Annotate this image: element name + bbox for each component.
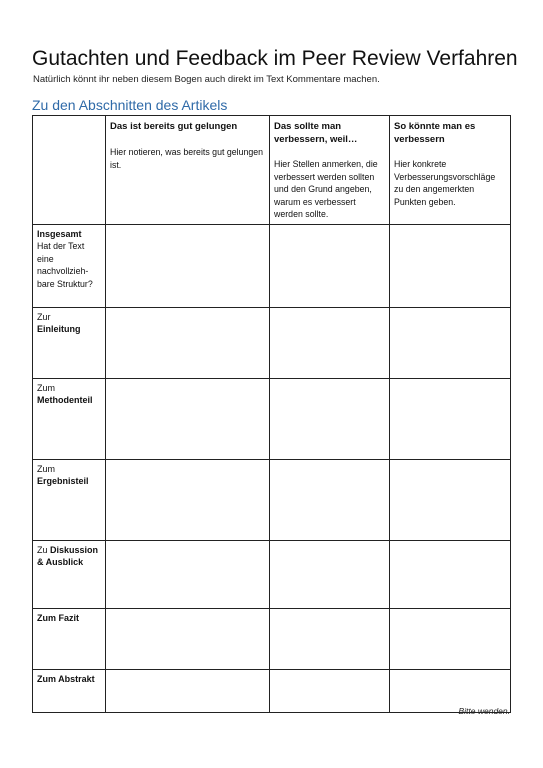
feedback-cell-suggest[interactable] — [390, 378, 511, 459]
row-label: Zum Fazit — [37, 612, 79, 623]
row-description: Hat der Text eine nachvollzieh-bare Struktur? — [37, 241, 93, 289]
table-row — [33, 608, 511, 669]
feedback-cell-suggest[interactable] — [390, 224, 511, 307]
table-row — [33, 224, 511, 307]
feedback-cell-improve[interactable] — [270, 307, 390, 378]
feedback-cell-good[interactable] — [106, 459, 270, 540]
header-corner-cell — [33, 116, 106, 225]
row-label: Diskussion & Ausblick — [37, 544, 99, 567]
feedback-cell-good[interactable] — [106, 307, 270, 378]
feedback-cell-good[interactable] — [106, 540, 270, 608]
header-cell-improve — [270, 116, 390, 225]
row-label-cell — [33, 669, 106, 712]
feedback-table — [32, 115, 511, 713]
row-label-cell — [33, 459, 106, 540]
table-row — [33, 378, 511, 459]
column-note: Hier konkrete Verbesserungsvorschläge zu den angemerkten Punkten geben. — [394, 159, 496, 207]
row-label: Einleitung — [37, 324, 81, 334]
row-label: Ergebnisteil — [37, 476, 89, 486]
row-label-cell — [33, 224, 106, 307]
row-label: Insgesamt — [37, 228, 82, 239]
page-title: Gutachten und Feedback im Peer Review Verfahren — [32, 47, 518, 70]
header-cell-suggest — [390, 116, 511, 225]
page-footer-note: Bitte wenden. — [458, 706, 510, 716]
row-label-cell — [33, 540, 106, 608]
table-row — [33, 459, 511, 540]
feedback-cell-good[interactable] — [106, 378, 270, 459]
row-prefix: Zu — [37, 544, 48, 555]
column-title: Das ist bereits gut gelungen — [110, 121, 238, 132]
column-note: Hier Stellen anmerken, die verbessert werden sollten und den Grund angeben, warum es verbessert werden sollte. — [274, 159, 378, 219]
table-row — [33, 669, 511, 712]
row-label-cell — [33, 307, 106, 378]
feedback-cell-good[interactable] — [106, 224, 270, 307]
row-label-cell — [33, 608, 106, 669]
table-row — [33, 307, 511, 378]
feedback-cell-suggest[interactable] — [390, 608, 511, 669]
row-label-cell — [33, 378, 106, 459]
column-title: So könnte man es verbessern — [394, 121, 476, 145]
feedback-cell-good[interactable] — [106, 669, 270, 712]
feedback-cell-improve[interactable] — [270, 669, 390, 712]
header-row — [33, 116, 511, 225]
feedback-cell-improve[interactable] — [270, 608, 390, 669]
section-heading: Zu den Abschnitten des Artikels — [32, 97, 228, 113]
row-label: Zum Abstrakt — [37, 673, 95, 684]
feedback-cell-suggest[interactable] — [390, 540, 511, 608]
feedback-cell-suggest[interactable] — [390, 307, 511, 378]
row-prefix: Zum — [37, 382, 55, 393]
header-cell-good — [106, 116, 270, 225]
feedback-cell-good[interactable] — [106, 608, 270, 669]
feedback-cell-improve[interactable] — [270, 224, 390, 307]
row-prefix: Zur — [37, 311, 51, 322]
feedback-cell-improve[interactable] — [270, 540, 390, 608]
column-note: Hier notieren, was bereits gut gelungen ist. — [110, 147, 264, 170]
page-subtitle: Natürlich könnt ihr neben diesem Bogen auch direkt im Text Kommentare machen. — [33, 74, 380, 85]
column-title: Das sollte man verbessern, weil… — [274, 121, 358, 145]
row-label: Methodenteil — [37, 395, 93, 405]
row-prefix: Zum — [37, 463, 55, 474]
feedback-cell-improve[interactable] — [270, 459, 390, 540]
table-row — [33, 540, 511, 608]
feedback-cell-improve[interactable] — [270, 378, 390, 459]
feedback-cell-suggest[interactable] — [390, 459, 511, 540]
